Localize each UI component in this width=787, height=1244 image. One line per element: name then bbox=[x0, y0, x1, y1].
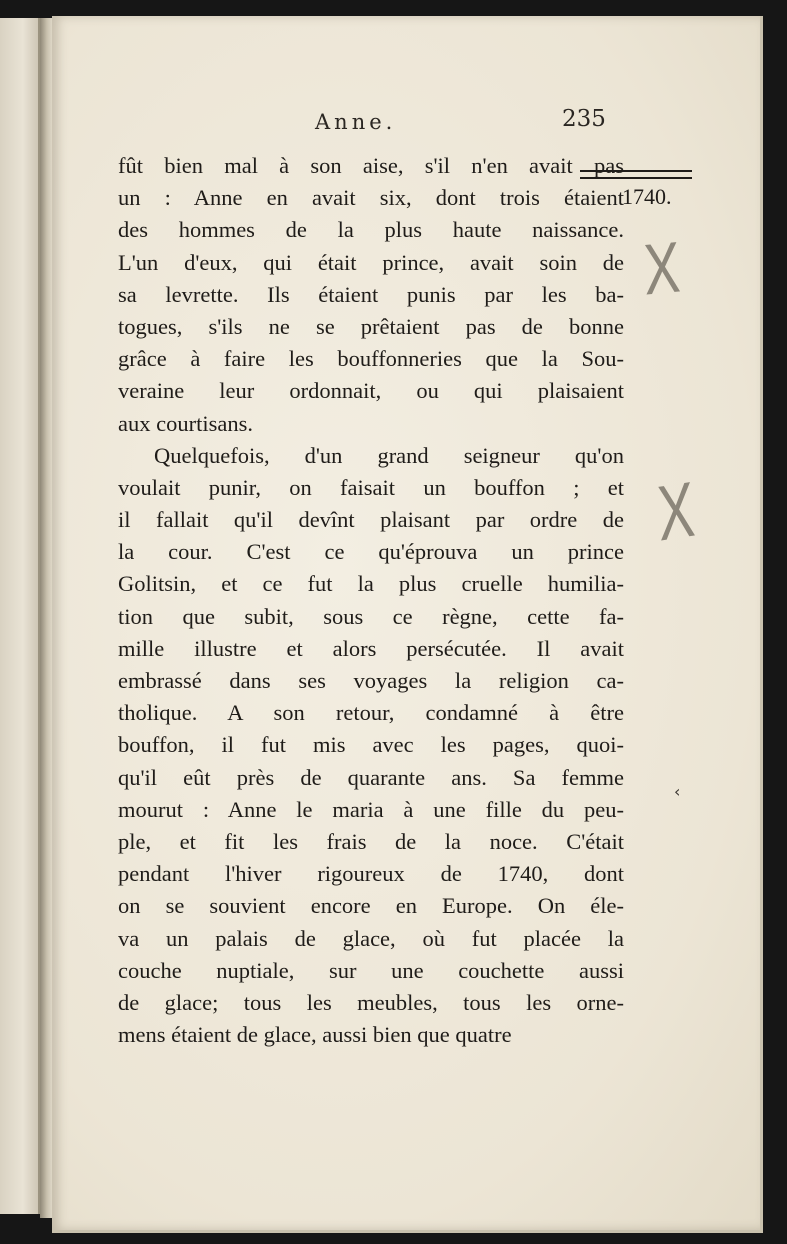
text-line: aux courtisans. bbox=[118, 410, 253, 436]
text-line: sa levrette. Ils étaient punis par les ba- bbox=[118, 281, 624, 307]
page-header bbox=[52, 104, 760, 144]
text-line: grâce à faire les bouffonneries que la Sou- bbox=[118, 346, 624, 372]
text-line: voulait punir, on faisait un bouffon ; et bbox=[118, 474, 624, 500]
pencil-x-mark: X bbox=[654, 464, 698, 558]
facing-page-edge bbox=[0, 18, 40, 1214]
text-line: couche nuptiale, sur une couchette aussi bbox=[118, 957, 624, 983]
text-line: bouffon, il fut mis avec les pages, quoi- bbox=[118, 732, 624, 758]
book-page bbox=[52, 16, 763, 1233]
text-line: il fallait qu'il devînt plaisant par ordre de bbox=[118, 507, 624, 533]
pencil-x-mark: X bbox=[641, 227, 683, 311]
text-line: Quelquefois, d'un grand seigneur qu'on bbox=[154, 442, 624, 468]
body-text bbox=[118, 150, 624, 1051]
text-line: pendant l'hiver rigoureux de 1740, dont bbox=[118, 861, 624, 887]
text-line: mille illustre et alors persécutée. Il avait bbox=[118, 635, 624, 661]
text-line: embrassé dans ses voyages la religion ca- bbox=[118, 668, 624, 693]
text-line: va un palais de glace, où fut placée la bbox=[118, 925, 624, 951]
text-line: tion que subit, sous ce règne, cette fa- bbox=[118, 603, 624, 629]
text-line: veraine leur ordonnait, ou qui plaisaient bbox=[118, 378, 624, 404]
text-line: ple, et fit les frais de la noce. C'était bbox=[118, 828, 624, 854]
text-line: Golitsin, et ce fut la plus cruelle humilia- bbox=[118, 571, 624, 597]
text-line: qu'il eût près de quarante ans. Sa femme bbox=[118, 764, 624, 790]
text-line: la cour. C'est ce qu'éprouva un prince bbox=[118, 539, 624, 565]
text-line: togues, s'ils ne se prêtaient pas de bonne bbox=[118, 313, 624, 339]
text-line: tholique. A son retour, condamné à être bbox=[118, 700, 624, 726]
page-number: 235 bbox=[562, 106, 606, 132]
text-line: mourut : Anne le maria à une fille du peu- bbox=[118, 796, 624, 822]
text-line: mens étaient de glace, aussi bien que quatre bbox=[118, 1022, 512, 1048]
margin-stray-mark: ‹ bbox=[674, 782, 681, 801]
text-line: fût bien mal à son aise, s'il n'en avait pas bbox=[118, 153, 624, 178]
text-line: un : Anne en avait six, dont trois étaient bbox=[118, 185, 624, 211]
text-line: de glace; tous les meubles, tous les orne- bbox=[118, 989, 624, 1015]
text-line: L'un d'eux, qui était prince, avait soin de bbox=[118, 249, 624, 275]
text-line: on se souvient encore en Europe. On éle- bbox=[118, 893, 624, 919]
running-title: Anne. bbox=[315, 110, 397, 134]
text-line: des hommes de la plus haute naissance. bbox=[118, 217, 624, 243]
margin-year-note: 1740. bbox=[622, 184, 672, 209]
